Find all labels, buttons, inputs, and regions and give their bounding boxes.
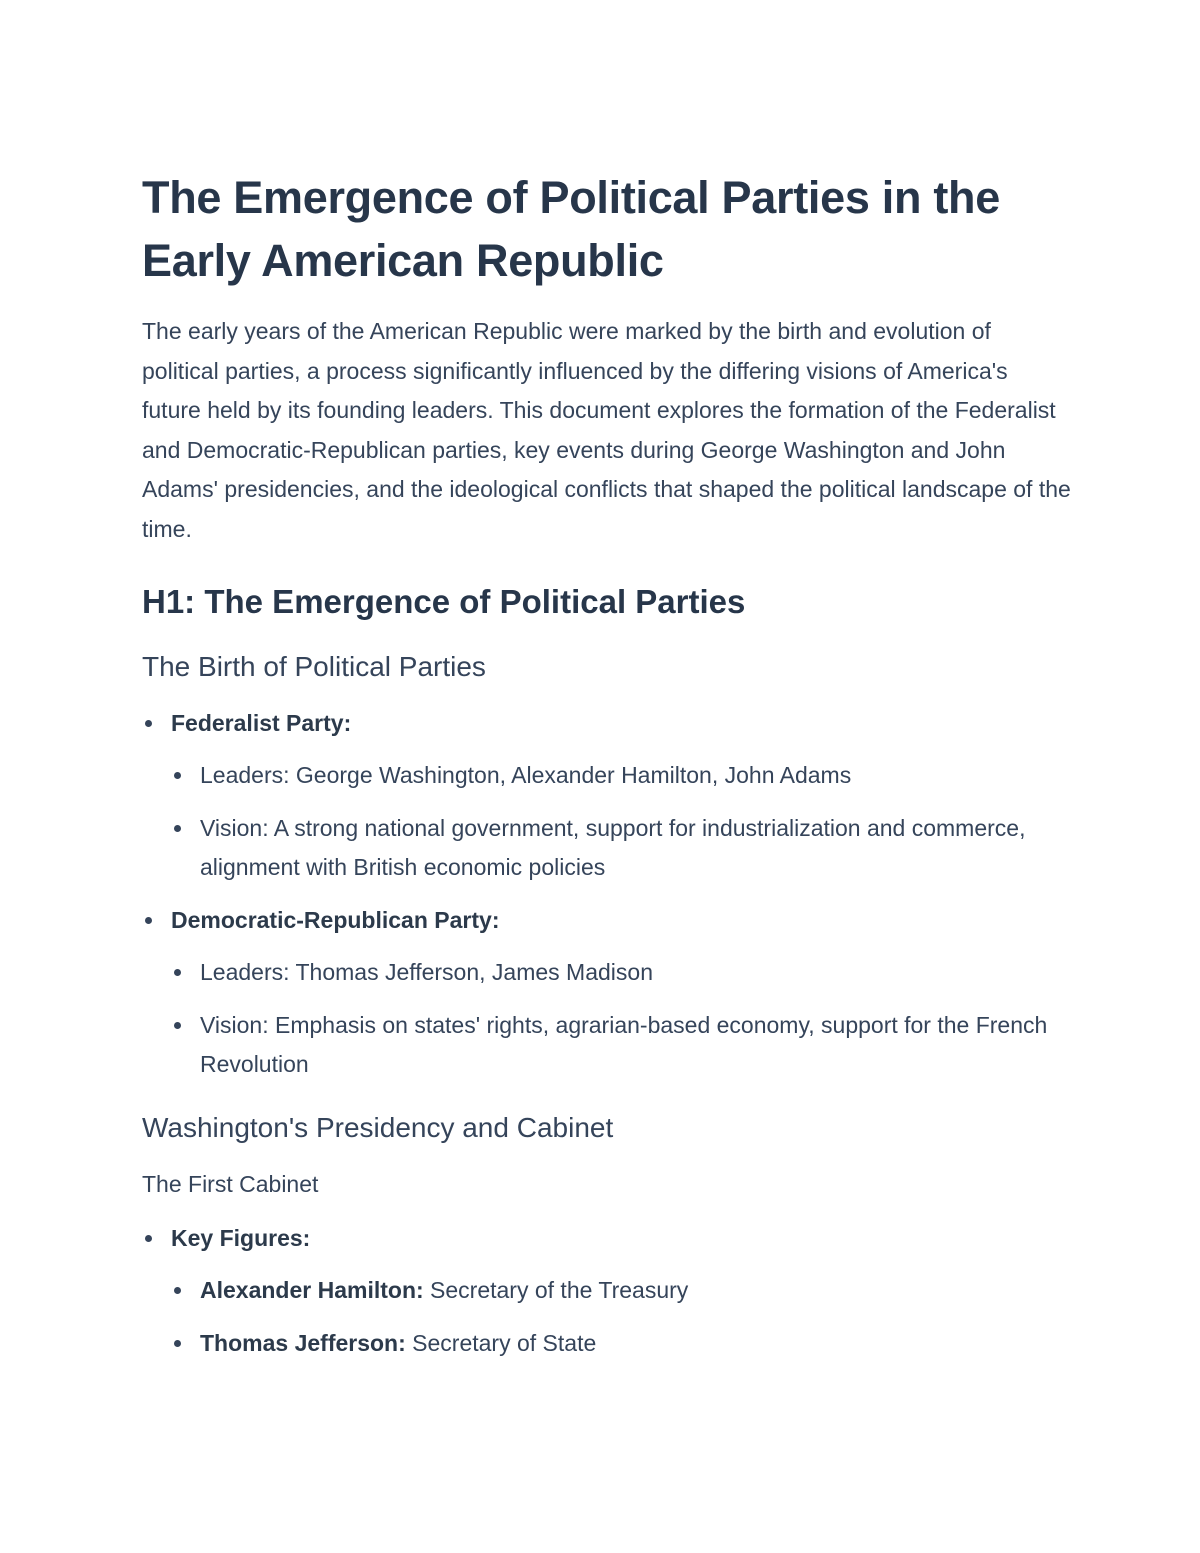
list-item-leaders — [142, 756, 1072, 796]
figure-name: Alexander Hamilton: — [200, 1277, 424, 1304]
list-item-vision — [142, 809, 1072, 888]
cabinet-list — [142, 1219, 1072, 1364]
list-item-democratic-republican — [142, 901, 1072, 1085]
list-item-vision — [142, 1006, 1072, 1085]
document-title: The Emergence of Political Parties in the Early American Republic — [142, 172, 1000, 286]
vision-text: Vision: A strong national government, support for industrialization and commerce, alignment with British economic policies — [200, 814, 1026, 881]
intro-paragraph: The early years of the American Republic were marked by the birth and evolution of political parties, a process significantly influenced by the differing visions of America's future held by its founding leaders. This document explores the formation of the Federalist and Democratic-Republican parties, key events during George Washington and John Adams' presidencies, and the ideological conflicts that shaped the political landscape of the time. — [142, 318, 1071, 542]
bullet-icon — [145, 1235, 152, 1242]
bullet-icon — [174, 825, 181, 832]
leaders-text: Leaders: Thomas Jefferson, James Madison — [200, 959, 653, 986]
party-list — [142, 704, 1072, 1085]
bullet-icon — [145, 720, 152, 727]
leaders-text: Leaders: George Washington, Alexander Hamilton, John Adams — [200, 762, 852, 789]
figure-role: Secretary of State — [405, 1329, 597, 1356]
party-detail-list — [142, 953, 1072, 1085]
document-page — [142, 166, 1072, 1363]
bullet-icon — [174, 1022, 181, 1029]
party-detail-list — [142, 756, 1072, 888]
bullet-icon — [174, 1287, 181, 1294]
bullet-icon — [174, 772, 181, 779]
subsection-heading-birth: The Birth of Political Parties — [142, 650, 486, 682]
list-item-leaders — [142, 953, 1072, 993]
bullet-icon — [174, 1340, 181, 1347]
vision-text: Vision: Emphasis on states' rights, agrarian-based economy, support for the French Revolution — [200, 1011, 1048, 1078]
subsubsection-heading-cabinet: The First Cabinet — [142, 1170, 319, 1197]
list-item-figure — [142, 1324, 1072, 1364]
figure-name: Thomas Jefferson: — [200, 1329, 406, 1356]
section-heading: H1: The Emergence of Political Parties — [142, 582, 746, 620]
subsection-heading-washington: Washington's Presidency and Cabinet — [142, 1111, 614, 1143]
figures-list — [142, 1271, 1072, 1363]
list-item-key-figures — [142, 1219, 1072, 1364]
key-figures-label: Key Figures: — [171, 1224, 311, 1251]
party-name: Federalist Party: — [171, 709, 352, 736]
figure-role: Secretary of the Treasury — [423, 1277, 689, 1304]
party-name: Democratic-Republican Party: — [171, 906, 500, 933]
bullet-icon — [174, 969, 181, 976]
bullet-icon — [145, 917, 152, 924]
list-item-federalist — [142, 704, 1072, 888]
list-item-figure — [142, 1271, 1072, 1311]
